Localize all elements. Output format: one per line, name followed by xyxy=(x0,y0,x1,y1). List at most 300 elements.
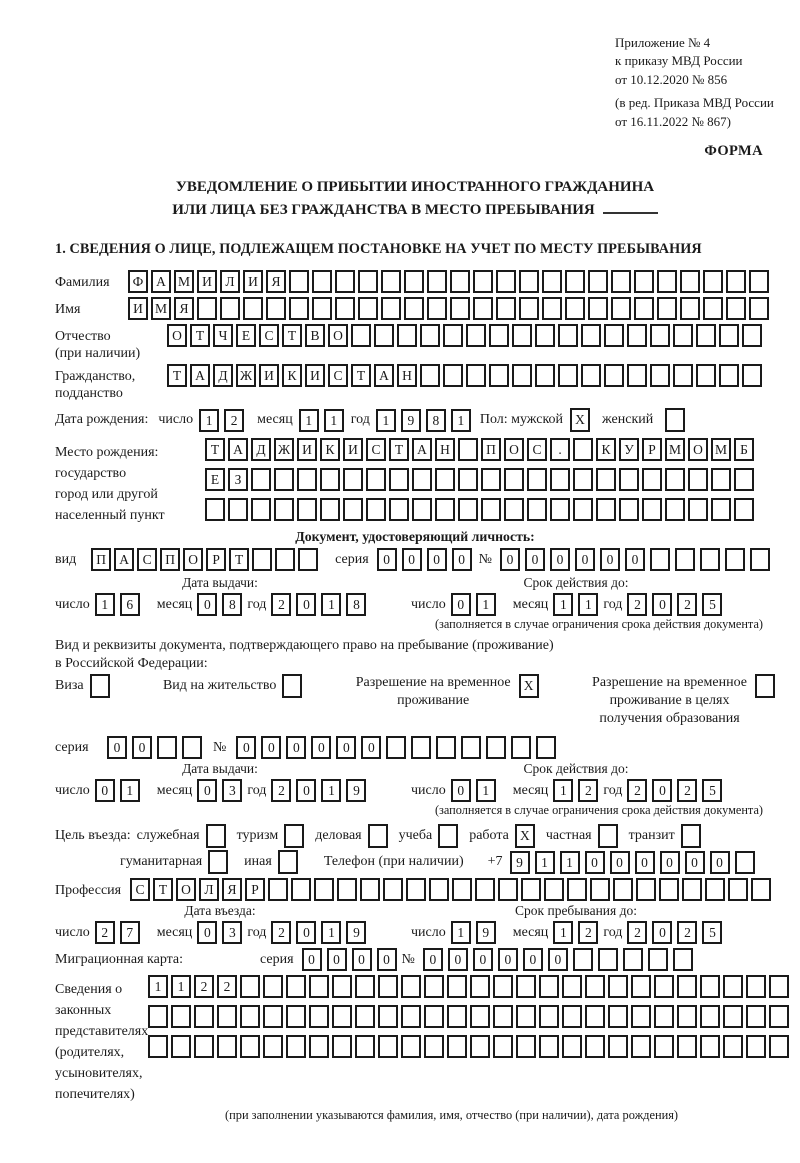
char-cell[interactable] xyxy=(734,468,754,491)
char-cell[interactable] xyxy=(749,297,769,320)
char-cell[interactable]: 1 xyxy=(451,921,471,944)
char-cell[interactable] xyxy=(573,438,593,461)
purpose-commercial-checkbox[interactable] xyxy=(368,824,388,848)
char-cell[interactable]: Л xyxy=(220,270,240,293)
char-cell[interactable] xyxy=(374,324,394,347)
char-cell[interactable] xyxy=(458,468,478,491)
char-cell[interactable] xyxy=(389,468,409,491)
char-cell[interactable] xyxy=(320,498,340,521)
char-cell[interactable] xyxy=(383,878,403,901)
sex-male-checkbox[interactable]: X xyxy=(570,408,590,432)
char-cell[interactable]: Т xyxy=(153,878,173,901)
char-cell[interactable]: 2 xyxy=(271,921,291,944)
char-cell[interactable] xyxy=(544,878,564,901)
char-cell[interactable] xyxy=(489,324,509,347)
char-cell[interactable] xyxy=(337,878,357,901)
char-cell[interactable] xyxy=(512,364,532,387)
char-cell[interactable] xyxy=(665,498,685,521)
char-cell[interactable] xyxy=(562,975,582,998)
char-cell[interactable]: А xyxy=(374,364,394,387)
char-cell[interactable]: 1 xyxy=(321,921,341,944)
char-cell[interactable]: 1 xyxy=(553,779,573,802)
char-cell[interactable]: Ф xyxy=(128,270,148,293)
char-cell[interactable]: И xyxy=(128,297,148,320)
char-cell[interactable] xyxy=(243,297,263,320)
char-cell[interactable]: 1 xyxy=(476,593,496,616)
char-cell[interactable] xyxy=(157,736,177,759)
char-cell[interactable] xyxy=(436,736,456,759)
char-cell[interactable] xyxy=(263,1035,283,1058)
char-cell[interactable]: 0 xyxy=(336,736,356,759)
char-cell[interactable] xyxy=(608,1035,628,1058)
char-cell[interactable] xyxy=(493,1035,513,1058)
char-cell[interactable]: 3 xyxy=(222,779,242,802)
char-cell[interactable] xyxy=(427,297,447,320)
purpose-transit-checkbox[interactable] xyxy=(681,824,701,848)
char-cell[interactable]: 0 xyxy=(261,736,281,759)
char-cell[interactable]: 3 xyxy=(222,921,242,944)
char-cell[interactable] xyxy=(634,270,654,293)
char-cell[interactable] xyxy=(320,468,340,491)
char-cell[interactable] xyxy=(286,1035,306,1058)
char-cell[interactable] xyxy=(734,498,754,521)
char-cell[interactable] xyxy=(228,498,248,521)
char-cell[interactable]: Д xyxy=(251,438,271,461)
char-cell[interactable]: Т xyxy=(167,364,187,387)
char-cell[interactable] xyxy=(619,498,639,521)
char-cell[interactable]: 0 xyxy=(311,736,331,759)
char-cell[interactable] xyxy=(389,498,409,521)
char-cell[interactable] xyxy=(700,548,720,571)
char-cell[interactable] xyxy=(535,364,555,387)
char-cell[interactable] xyxy=(769,975,789,998)
char-cell[interactable] xyxy=(562,1035,582,1058)
char-cell[interactable]: 8 xyxy=(222,593,242,616)
char-cell[interactable]: 0 xyxy=(427,548,447,571)
char-cell[interactable]: З xyxy=(228,468,248,491)
char-cell[interactable] xyxy=(355,975,375,998)
char-cell[interactable] xyxy=(366,498,386,521)
char-cell[interactable] xyxy=(481,468,501,491)
char-cell[interactable] xyxy=(286,975,306,998)
char-cell[interactable] xyxy=(688,498,708,521)
char-cell[interactable]: 0 xyxy=(575,548,595,571)
char-cell[interactable]: 1 xyxy=(299,409,319,432)
char-cell[interactable] xyxy=(309,1035,329,1058)
char-cell[interactable] xyxy=(309,1005,329,1028)
char-cell[interactable] xyxy=(631,1005,651,1028)
char-cell[interactable] xyxy=(297,468,317,491)
char-cell[interactable]: 0 xyxy=(236,736,256,759)
char-cell[interactable]: О xyxy=(328,324,348,347)
char-cell[interactable]: 0 xyxy=(652,593,672,616)
char-cell[interactable]: 0 xyxy=(296,779,316,802)
char-cell[interactable] xyxy=(657,297,677,320)
char-cell[interactable]: 1 xyxy=(199,409,219,432)
char-cell[interactable] xyxy=(358,270,378,293)
char-cell[interactable]: Е xyxy=(236,324,256,347)
char-cell[interactable]: У xyxy=(619,438,639,461)
char-cell[interactable] xyxy=(723,975,743,998)
char-cell[interactable]: 0 xyxy=(361,736,381,759)
temp-residence-education-checkbox[interactable] xyxy=(755,674,775,698)
char-cell[interactable] xyxy=(521,878,541,901)
char-cell[interactable] xyxy=(665,468,685,491)
char-cell[interactable] xyxy=(631,1035,651,1058)
char-cell[interactable] xyxy=(297,498,317,521)
char-cell[interactable] xyxy=(613,878,633,901)
char-cell[interactable] xyxy=(535,324,555,347)
char-cell[interactable]: И xyxy=(343,438,363,461)
char-cell[interactable] xyxy=(266,297,286,320)
char-cell[interactable] xyxy=(286,1005,306,1028)
char-cell[interactable]: Е xyxy=(205,468,225,491)
char-cell[interactable]: Р xyxy=(642,438,662,461)
char-cell[interactable] xyxy=(194,1035,214,1058)
char-cell[interactable] xyxy=(427,270,447,293)
char-cell[interactable] xyxy=(550,468,570,491)
char-cell[interactable]: 0 xyxy=(451,593,471,616)
char-cell[interactable] xyxy=(735,851,755,874)
char-cell[interactable] xyxy=(516,1035,536,1058)
char-cell[interactable]: 2 xyxy=(627,921,647,944)
purpose-other-checkbox[interactable] xyxy=(278,850,298,874)
char-cell[interactable]: Я xyxy=(222,878,242,901)
char-cell[interactable]: 0 xyxy=(600,548,620,571)
char-cell[interactable] xyxy=(680,297,700,320)
char-cell[interactable] xyxy=(648,948,668,971)
char-cell[interactable]: Л xyxy=(199,878,219,901)
char-cell[interactable]: Т xyxy=(389,438,409,461)
char-cell[interactable]: 1 xyxy=(171,975,191,998)
char-cell[interactable]: 0 xyxy=(352,948,372,971)
char-cell[interactable] xyxy=(466,364,486,387)
char-cell[interactable] xyxy=(240,1035,260,1058)
char-cell[interactable]: С xyxy=(366,438,386,461)
char-cell[interactable] xyxy=(475,878,495,901)
char-cell[interactable] xyxy=(654,1005,674,1028)
char-cell[interactable]: И xyxy=(197,270,217,293)
char-cell[interactable] xyxy=(289,270,309,293)
char-cell[interactable] xyxy=(298,548,318,571)
char-cell[interactable]: 1 xyxy=(321,779,341,802)
char-cell[interactable] xyxy=(289,297,309,320)
char-cell[interactable] xyxy=(335,270,355,293)
char-cell[interactable]: 0 xyxy=(423,948,443,971)
char-cell[interactable]: 0 xyxy=(197,779,217,802)
char-cell[interactable] xyxy=(705,878,725,901)
char-cell[interactable] xyxy=(504,468,524,491)
char-cell[interactable] xyxy=(343,498,363,521)
char-cell[interactable] xyxy=(650,364,670,387)
char-cell[interactable] xyxy=(411,736,431,759)
char-cell[interactable]: 0 xyxy=(402,548,422,571)
char-cell[interactable] xyxy=(381,270,401,293)
purpose-private-checkbox[interactable] xyxy=(598,824,618,848)
char-cell[interactable]: П xyxy=(160,548,180,571)
char-cell[interactable] xyxy=(355,1035,375,1058)
char-cell[interactable]: С xyxy=(527,438,547,461)
char-cell[interactable] xyxy=(619,468,639,491)
char-cell[interactable]: 0 xyxy=(625,548,645,571)
char-cell[interactable] xyxy=(711,498,731,521)
char-cell[interactable]: 8 xyxy=(346,593,366,616)
char-cell[interactable] xyxy=(742,364,762,387)
char-cell[interactable] xyxy=(171,1035,191,1058)
char-cell[interactable]: С xyxy=(130,878,150,901)
char-cell[interactable] xyxy=(675,548,695,571)
char-cell[interactable] xyxy=(750,548,770,571)
char-cell[interactable]: Т xyxy=(351,364,371,387)
char-cell[interactable]: М xyxy=(665,438,685,461)
char-cell[interactable]: 0 xyxy=(652,779,672,802)
char-cell[interactable] xyxy=(682,878,702,901)
char-cell[interactable] xyxy=(496,297,516,320)
char-cell[interactable] xyxy=(397,324,417,347)
char-cell[interactable] xyxy=(673,324,693,347)
char-cell[interactable]: С xyxy=(137,548,157,571)
char-cell[interactable]: Я xyxy=(174,297,194,320)
char-cell[interactable]: П xyxy=(91,548,111,571)
char-cell[interactable]: М xyxy=(174,270,194,293)
char-cell[interactable] xyxy=(604,324,624,347)
char-cell[interactable] xyxy=(631,975,651,998)
char-cell[interactable] xyxy=(539,975,559,998)
char-cell[interactable]: 2 xyxy=(95,921,115,944)
char-cell[interactable] xyxy=(275,548,295,571)
char-cell[interactable] xyxy=(450,270,470,293)
char-cell[interactable]: 0 xyxy=(500,548,520,571)
char-cell[interactable] xyxy=(565,297,585,320)
sex-female-checkbox[interactable] xyxy=(665,408,685,432)
char-cell[interactable]: К xyxy=(320,438,340,461)
purpose-tourism-checkbox[interactable] xyxy=(284,824,304,848)
char-cell[interactable] xyxy=(677,1035,697,1058)
char-cell[interactable]: 2 xyxy=(578,921,598,944)
char-cell[interactable] xyxy=(627,324,647,347)
char-cell[interactable]: 2 xyxy=(627,593,647,616)
visa-checkbox[interactable] xyxy=(90,674,110,698)
char-cell[interactable] xyxy=(562,1005,582,1028)
char-cell[interactable] xyxy=(493,975,513,998)
char-cell[interactable] xyxy=(404,297,424,320)
char-cell[interactable] xyxy=(536,736,556,759)
char-cell[interactable]: И xyxy=(243,270,263,293)
char-cell[interactable] xyxy=(263,1005,283,1028)
char-cell[interactable] xyxy=(565,270,585,293)
char-cell[interactable] xyxy=(598,948,618,971)
char-cell[interactable]: 0 xyxy=(327,948,347,971)
char-cell[interactable] xyxy=(473,270,493,293)
char-cell[interactable] xyxy=(312,270,332,293)
char-cell[interactable]: Т xyxy=(229,548,249,571)
char-cell[interactable]: О xyxy=(183,548,203,571)
char-cell[interactable] xyxy=(700,1035,720,1058)
char-cell[interactable]: А xyxy=(412,438,432,461)
char-cell[interactable] xyxy=(611,297,631,320)
char-cell[interactable] xyxy=(719,364,739,387)
char-cell[interactable]: 9 xyxy=(401,409,421,432)
char-cell[interactable]: 1 xyxy=(553,593,573,616)
char-cell[interactable]: 0 xyxy=(95,779,115,802)
char-cell[interactable]: 1 xyxy=(553,921,573,944)
char-cell[interactable] xyxy=(604,364,624,387)
char-cell[interactable] xyxy=(642,468,662,491)
char-cell[interactable]: 8 xyxy=(426,409,446,432)
char-cell[interactable]: С xyxy=(259,324,279,347)
char-cell[interactable] xyxy=(700,975,720,998)
residence-permit-checkbox[interactable] xyxy=(282,674,302,698)
char-cell[interactable] xyxy=(332,1005,352,1028)
char-cell[interactable]: 1 xyxy=(451,409,471,432)
char-cell[interactable]: 0 xyxy=(525,548,545,571)
char-cell[interactable] xyxy=(769,1005,789,1028)
char-cell[interactable] xyxy=(726,297,746,320)
char-cell[interactable]: М xyxy=(151,297,171,320)
char-cell[interactable]: 0 xyxy=(377,548,397,571)
char-cell[interactable] xyxy=(268,878,288,901)
char-cell[interactable] xyxy=(332,975,352,998)
char-cell[interactable] xyxy=(412,498,432,521)
char-cell[interactable] xyxy=(314,878,334,901)
char-cell[interactable]: А xyxy=(228,438,248,461)
char-cell[interactable] xyxy=(650,324,670,347)
char-cell[interactable] xyxy=(516,975,536,998)
char-cell[interactable]: 0 xyxy=(610,851,630,874)
char-cell[interactable] xyxy=(642,498,662,521)
char-cell[interactable]: 0 xyxy=(296,593,316,616)
char-cell[interactable]: 6 xyxy=(120,593,140,616)
char-cell[interactable]: О xyxy=(688,438,708,461)
char-cell[interactable] xyxy=(585,1005,605,1028)
char-cell[interactable] xyxy=(429,878,449,901)
char-cell[interactable]: К xyxy=(282,364,302,387)
char-cell[interactable] xyxy=(335,297,355,320)
char-cell[interactable]: О xyxy=(167,324,187,347)
char-cell[interactable]: 5 xyxy=(702,779,722,802)
char-cell[interactable] xyxy=(654,975,674,998)
char-cell[interactable] xyxy=(519,270,539,293)
char-cell[interactable]: Ж xyxy=(274,438,294,461)
char-cell[interactable] xyxy=(443,364,463,387)
char-cell[interactable] xyxy=(486,736,506,759)
char-cell[interactable] xyxy=(677,975,697,998)
char-cell[interactable] xyxy=(703,270,723,293)
char-cell[interactable] xyxy=(443,324,463,347)
char-cell[interactable]: 1 xyxy=(95,593,115,616)
purpose-business-trip-checkbox[interactable] xyxy=(206,824,226,848)
char-cell[interactable] xyxy=(585,975,605,998)
char-cell[interactable] xyxy=(700,1005,720,1028)
char-cell[interactable]: 1 xyxy=(120,779,140,802)
char-cell[interactable] xyxy=(542,297,562,320)
char-cell[interactable] xyxy=(627,364,647,387)
char-cell[interactable]: 0 xyxy=(132,736,152,759)
char-cell[interactable]: Н xyxy=(397,364,417,387)
char-cell[interactable] xyxy=(527,468,547,491)
char-cell[interactable] xyxy=(742,324,762,347)
char-cell[interactable] xyxy=(309,975,329,998)
char-cell[interactable] xyxy=(746,1005,766,1028)
char-cell[interactable]: 2 xyxy=(677,921,697,944)
char-cell[interactable]: А xyxy=(114,548,134,571)
char-cell[interactable] xyxy=(542,270,562,293)
char-cell[interactable] xyxy=(677,1005,697,1028)
char-cell[interactable] xyxy=(171,1005,191,1028)
char-cell[interactable] xyxy=(581,364,601,387)
char-cell[interactable] xyxy=(723,1005,743,1028)
char-cell[interactable] xyxy=(585,1035,605,1058)
char-cell[interactable]: Ч xyxy=(213,324,233,347)
char-cell[interactable] xyxy=(404,270,424,293)
char-cell[interactable]: 1 xyxy=(578,593,598,616)
char-cell[interactable]: Д xyxy=(213,364,233,387)
char-cell[interactable]: 0 xyxy=(635,851,655,874)
char-cell[interactable]: 0 xyxy=(197,593,217,616)
char-cell[interactable]: 2 xyxy=(627,779,647,802)
char-cell[interactable] xyxy=(251,468,271,491)
char-cell[interactable]: 0 xyxy=(652,921,672,944)
char-cell[interactable] xyxy=(504,498,524,521)
char-cell[interactable] xyxy=(424,1035,444,1058)
char-cell[interactable] xyxy=(435,498,455,521)
char-cell[interactable] xyxy=(493,1005,513,1028)
char-cell[interactable]: 1 xyxy=(476,779,496,802)
char-cell[interactable] xyxy=(447,1035,467,1058)
char-cell[interactable] xyxy=(703,297,723,320)
char-cell[interactable]: Я xyxy=(266,270,286,293)
char-cell[interactable]: 0 xyxy=(451,779,471,802)
char-cell[interactable] xyxy=(447,975,467,998)
char-cell[interactable]: Т xyxy=(282,324,302,347)
char-cell[interactable] xyxy=(596,498,616,521)
char-cell[interactable] xyxy=(452,878,472,901)
char-cell[interactable]: О xyxy=(504,438,524,461)
char-cell[interactable] xyxy=(489,364,509,387)
char-cell[interactable] xyxy=(424,975,444,998)
char-cell[interactable] xyxy=(343,468,363,491)
char-cell[interactable] xyxy=(588,270,608,293)
char-cell[interactable]: 9 xyxy=(510,851,530,874)
char-cell[interactable] xyxy=(252,548,272,571)
char-cell[interactable] xyxy=(749,270,769,293)
char-cell[interactable] xyxy=(466,324,486,347)
char-cell[interactable] xyxy=(378,975,398,998)
char-cell[interactable]: И xyxy=(259,364,279,387)
char-cell[interactable] xyxy=(751,878,771,901)
char-cell[interactable]: 1 xyxy=(324,409,344,432)
char-cell[interactable]: 1 xyxy=(148,975,168,998)
char-cell[interactable]: 0 xyxy=(377,948,397,971)
char-cell[interactable] xyxy=(673,364,693,387)
char-cell[interactable]: 2 xyxy=(271,779,291,802)
char-cell[interactable] xyxy=(205,498,225,521)
char-cell[interactable] xyxy=(358,297,378,320)
char-cell[interactable]: Р xyxy=(206,548,226,571)
char-cell[interactable] xyxy=(291,878,311,901)
char-cell[interactable] xyxy=(719,324,739,347)
char-cell[interactable] xyxy=(711,468,731,491)
char-cell[interactable] xyxy=(769,1035,789,1058)
char-cell[interactable] xyxy=(401,1005,421,1028)
char-cell[interactable] xyxy=(573,468,593,491)
char-cell[interactable]: А xyxy=(190,364,210,387)
purpose-humanitarian-checkbox[interactable] xyxy=(208,850,228,874)
char-cell[interactable] xyxy=(696,324,716,347)
char-cell[interactable]: . xyxy=(550,438,570,461)
char-cell[interactable] xyxy=(511,736,531,759)
char-cell[interactable]: 0 xyxy=(473,948,493,971)
